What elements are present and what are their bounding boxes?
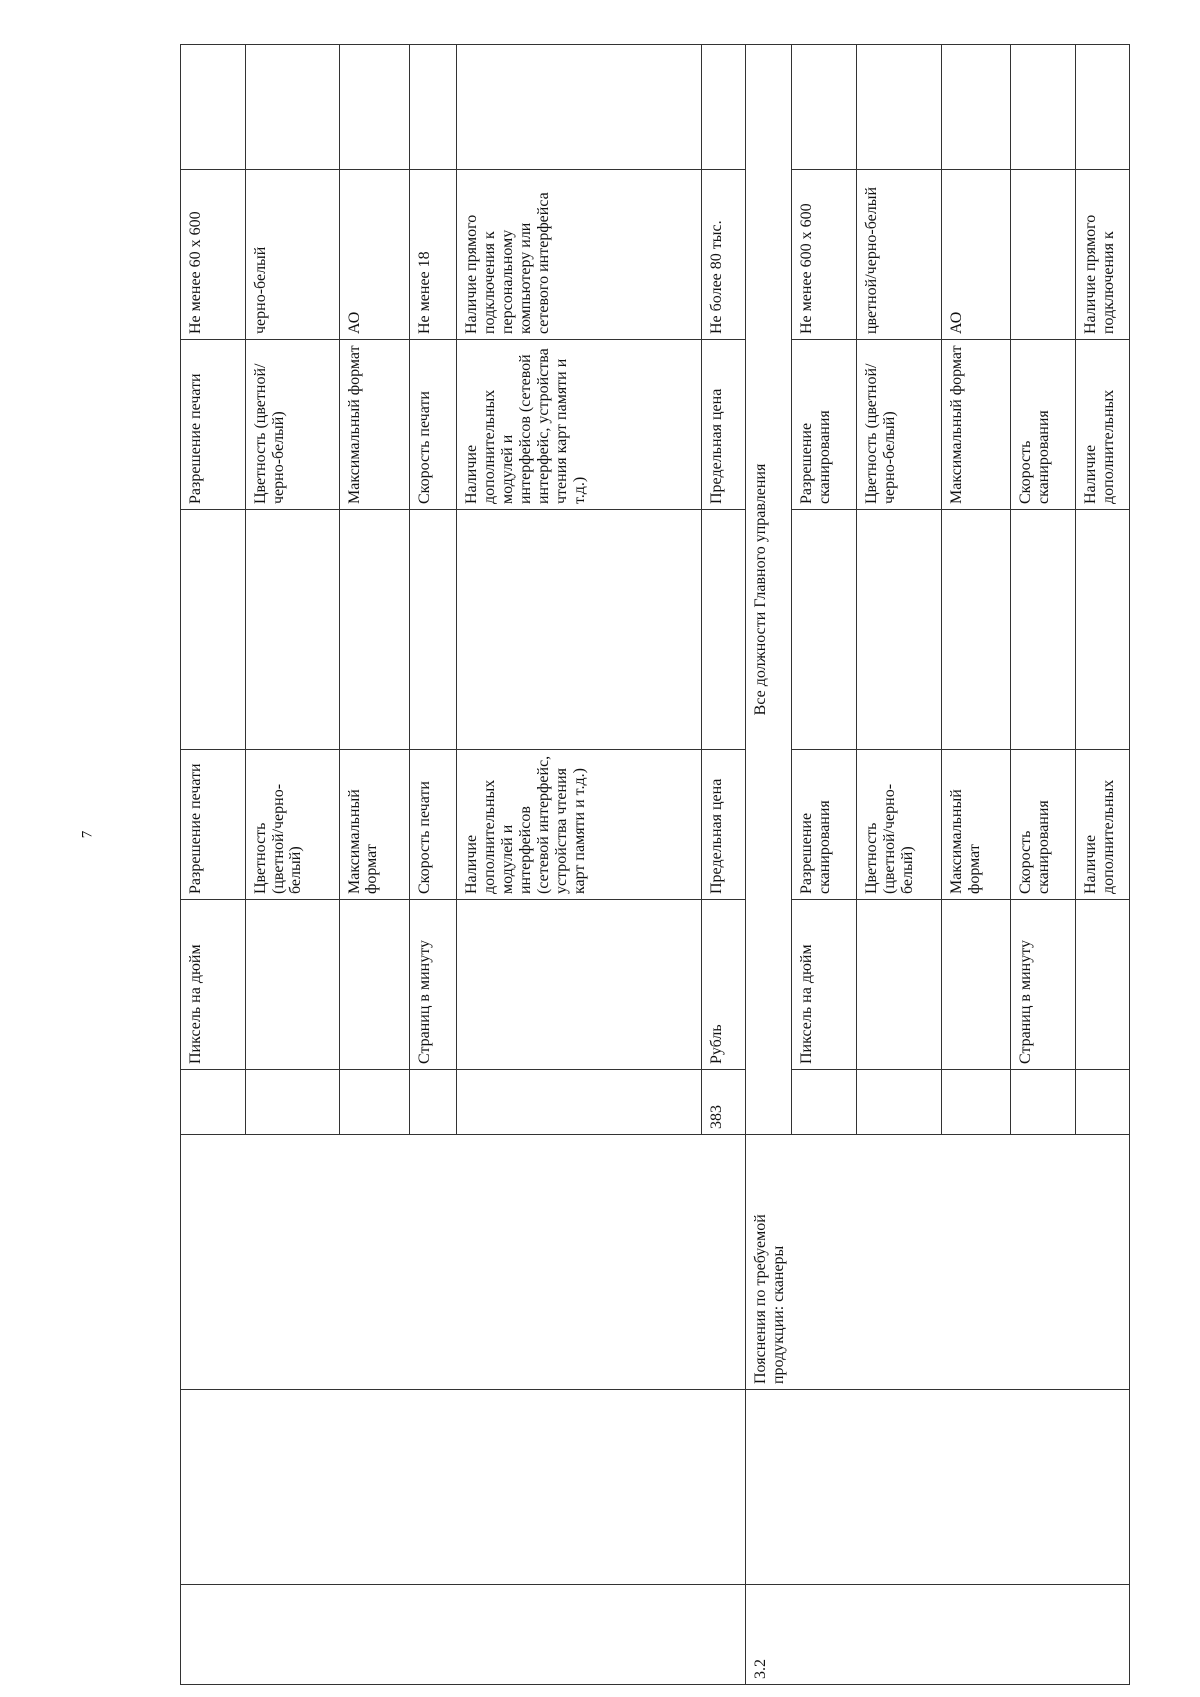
characteristics-table bbox=[180, 44, 1130, 1685]
cell-okei-code bbox=[856, 1070, 942, 1135]
cell-characteristic-2: Разрешение печати bbox=[181, 340, 246, 510]
cell-product-name: Пояснения по требуемой продукции: сканеры bbox=[746, 1135, 1130, 1390]
cell-characteristic-2: Наличие дополнительных bbox=[1075, 340, 1129, 510]
cell-characteristic-2: Скорость печати bbox=[410, 340, 457, 510]
cell-value: цветной/черно-белый bbox=[856, 170, 942, 340]
cell-characteristic: Разрешение сканирования bbox=[792, 750, 857, 900]
cell-characteristic: Разрешение печати bbox=[181, 750, 246, 900]
cell-extra bbox=[457, 45, 702, 170]
cell-okei-code: 383 bbox=[702, 1070, 746, 1135]
cell-extra bbox=[181, 45, 246, 170]
cell-extra bbox=[410, 45, 457, 170]
cell-unit: Рубль bbox=[702, 900, 746, 1070]
cell-extra bbox=[942, 45, 1011, 170]
cell-characteristic: Наличие дополнительных модулей и интерфейсов (сетевой интерфейс, устройства чтения карт памяти и т.д.) bbox=[457, 750, 702, 900]
cell-extra bbox=[856, 45, 942, 170]
cell-empty-value bbox=[457, 510, 702, 750]
cell-unit bbox=[856, 900, 942, 1070]
cell-characteristic: Цветность (цветной/черно-белый) bbox=[245, 750, 339, 900]
cell-characteristic: Предельная цена bbox=[702, 750, 746, 900]
cell-value: АО bbox=[339, 170, 410, 340]
cell-characteristic: Цветность (цветной/черно-белый) bbox=[856, 750, 942, 900]
cell-extra bbox=[339, 45, 410, 170]
cell-empty-value bbox=[1075, 510, 1129, 750]
cell-value: АО bbox=[942, 170, 1011, 340]
cell-unit: Пиксель на дюйм bbox=[792, 900, 857, 1070]
cell-empty-value bbox=[1011, 510, 1076, 750]
cell-value bbox=[1011, 170, 1076, 340]
cell-okei-code bbox=[339, 1070, 410, 1135]
cell-characteristic-2: Разрешение сканирования bbox=[792, 340, 857, 510]
cell-characteristic: Скорость печати bbox=[410, 750, 457, 900]
cell-extra bbox=[1011, 45, 1076, 170]
cell-value: Не менее 60 х 600 bbox=[181, 170, 246, 340]
cell-empty-value bbox=[339, 510, 410, 750]
cell-characteristic: Максимальный формат bbox=[339, 750, 410, 900]
cell-empty-value bbox=[792, 510, 857, 750]
table-row bbox=[746, 45, 792, 1685]
cell-characteristic-2: Наличие дополнительных модулей и интерфейсов (сетевой интерфейс, устройства чтения карт памяти и т.д.) bbox=[457, 340, 702, 510]
cell-okei-code bbox=[1075, 1070, 1129, 1135]
cell-product-name bbox=[181, 1135, 746, 1390]
cell-unit: Пиксель на дюйм bbox=[181, 900, 246, 1070]
cell-characteristic-2: Предельная цена bbox=[702, 340, 746, 510]
cell-value: Наличие прямого подключения к персональному компьютеру или сетевого интерфейса bbox=[457, 170, 702, 340]
cell-value: черно-белый bbox=[245, 170, 339, 340]
cell-unit: Страниц в минуту bbox=[410, 900, 457, 1070]
rotated-table-container bbox=[180, 45, 1130, 1685]
cell-empty-value bbox=[942, 510, 1011, 750]
cell-empty bbox=[746, 1390, 1130, 1585]
cell-value: Не более 80 тыс. bbox=[702, 170, 746, 340]
cell-characteristic: Наличие дополнительных bbox=[1075, 750, 1129, 900]
cell-section-number: 3.2 bbox=[746, 1585, 1130, 1685]
all-positions-span: Все должности Главного управления bbox=[746, 45, 792, 1135]
cell-characteristic-2: Максимальный формат bbox=[942, 340, 1011, 510]
cell-empty-value bbox=[702, 510, 746, 750]
cell-unit bbox=[942, 900, 1011, 1070]
cell-characteristic-2: Максимальный формат bbox=[339, 340, 410, 510]
cell-characteristic: Максимальный формат bbox=[942, 750, 1011, 900]
cell-number bbox=[181, 1585, 746, 1685]
cell-okei-code bbox=[1011, 1070, 1076, 1135]
cell-unit bbox=[1075, 900, 1129, 1070]
cell-extra bbox=[245, 45, 339, 170]
cell-characteristic-2: Скорость сканирования bbox=[1011, 340, 1076, 510]
cell-okei-code bbox=[245, 1070, 339, 1135]
cell-characteristic-2: Цветность (цветной/черно-белый) bbox=[856, 340, 942, 510]
cell-empty-value bbox=[410, 510, 457, 750]
cell-unit bbox=[245, 900, 339, 1070]
cell-empty-value bbox=[245, 510, 339, 750]
cell-empty bbox=[181, 1390, 746, 1585]
cell-extra bbox=[1075, 45, 1129, 170]
cell-extra bbox=[792, 45, 857, 170]
cell-value: Наличие прямого подключения к bbox=[1075, 170, 1129, 340]
page-number: 7 bbox=[79, 830, 96, 839]
cell-extra bbox=[702, 45, 746, 170]
cell-value: Не менее 18 bbox=[410, 170, 457, 340]
cell-okei-code bbox=[942, 1070, 1011, 1135]
cell-characteristic: Скорость сканирования bbox=[1011, 750, 1076, 900]
cell-unit bbox=[339, 900, 410, 1070]
table-row bbox=[181, 45, 246, 1685]
cell-unit bbox=[457, 900, 702, 1070]
cell-empty-value bbox=[856, 510, 942, 750]
cell-okei-code bbox=[792, 1070, 857, 1135]
cell-empty-value bbox=[181, 510, 246, 750]
cell-value: Не менее 600 х 600 bbox=[792, 170, 857, 340]
cell-okei-code bbox=[410, 1070, 457, 1135]
cell-characteristic-2: Цветность (цветной/черно-белый) bbox=[245, 340, 339, 510]
cell-okei-code bbox=[181, 1070, 246, 1135]
cell-okei-code bbox=[457, 1070, 702, 1135]
cell-unit: Страниц в минуту bbox=[1011, 900, 1076, 1070]
